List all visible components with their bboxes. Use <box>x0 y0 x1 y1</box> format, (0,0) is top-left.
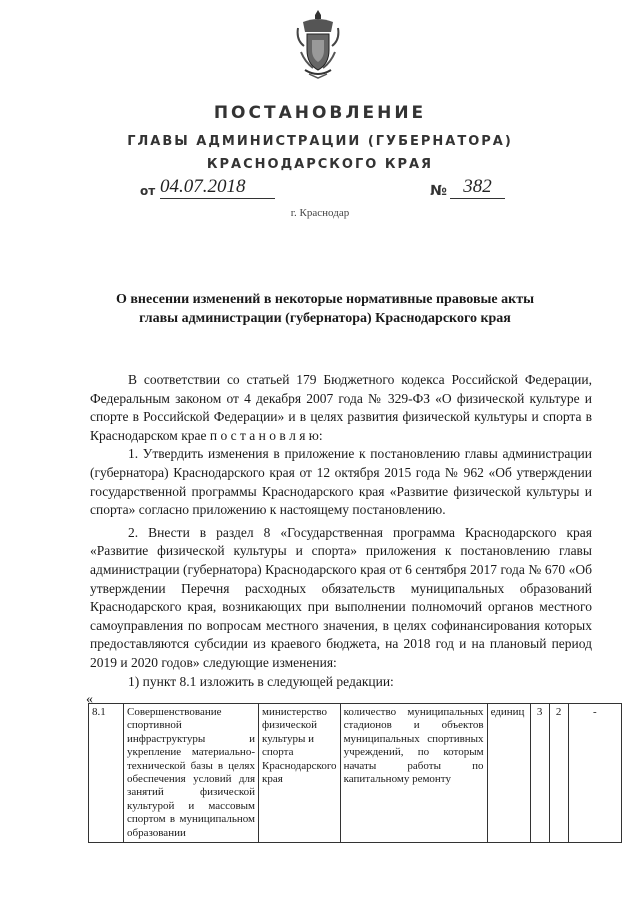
date-prefix: от <box>140 184 156 198</box>
quote-open: « <box>86 692 93 707</box>
paragraph-item-1: 1. Утвердить изменения в приложение к постановлению главы администрации (губернатора) Краснодарского края от 12 октября 2015 года № 962 «Об утверждении государственной программы Краснодарского края «Развитие физической культуры и спорта» согласно приложению к настоящему постановлению. <box>90 446 592 518</box>
cell-unit: единиц <box>487 704 530 843</box>
cell-item-number: 8.1 <box>89 704 124 843</box>
issuer-line-2: КРАСНОДАРСКОГО КРАЯ <box>206 157 434 172</box>
cell-indicator: количество муниципальных стадионов и объектов муниципальных спортивных учреждений, по которым начаты работы по капитальному ремонту <box>340 704 487 843</box>
number-prefix: № <box>430 183 447 199</box>
paragraph-subitem-1: 1) пункт 8.1 изложить в следующей редакции: <box>128 673 394 689</box>
heading-line-1: О внесении изменений в некоторые нормативные правовые акты <box>115 292 535 307</box>
cell-value-1: 3 <box>530 704 549 843</box>
city-label: г. Краснодар <box>290 207 350 219</box>
document-body <box>90 371 592 691</box>
issuer-line-1: ГЛАВЫ АДМИНИСТРАЦИИ (ГУБЕРНАТОРА) <box>127 134 513 149</box>
paragraph-item-2: 2. Внести в раздел 8 «Государственная программа Краснодарского края «Развитие физической культуры и спорта» приложения к постановлению главы администрации (губернатора) Краснодарского края от 6 сентября 2017 года № 670 «Об утверждении Перечня расходных обязательств муниципальных образований Краснодарского края, возникающих при выполнении полномочий органов местного самоуправления по вопросам местного значения, в целях софинансирования которых предоставляются субсидии из краевого бюджета, на 2018 год и на плановый период 2019 и 2020 годов» следующие изменения: <box>90 524 592 670</box>
heading-line-2: главы администрации (губернатора) Краснодарского края <box>139 311 511 326</box>
table-row <box>89 704 622 843</box>
document-type-title: ПОСТАНОВЛЕНИЕ <box>213 103 427 123</box>
document-date: 04.07.2018 <box>160 176 275 199</box>
cell-value-3: - <box>568 704 621 843</box>
cell-value-2: 2 <box>549 704 568 843</box>
paragraph-preamble: В соответствии со статьей 179 Бюджетного кодекса Российской Федерации, Федеральным законом от 4 декабря 2007 года № 329-ФЗ «О физической культуре и спорте в Российской Федерации» и в целях развития физической культуры и спорта в Краснодарском крае п о с т а н о в л я ю: <box>90 372 592 443</box>
cell-authority: министерство физической культуры и спорта Краснодарского края <box>259 704 341 843</box>
document-number: 382 <box>450 176 505 199</box>
cell-obligation: Совершенствование спортивной инфраструктуры и укрепление материально-технической базы в целях обеспечения условий для занятий физической культурой и массовым спортом в муниципальном образовании <box>124 704 259 843</box>
coat-of-arms-emblem <box>295 8 341 80</box>
document-heading <box>100 290 550 328</box>
amendment-table <box>88 703 622 843</box>
